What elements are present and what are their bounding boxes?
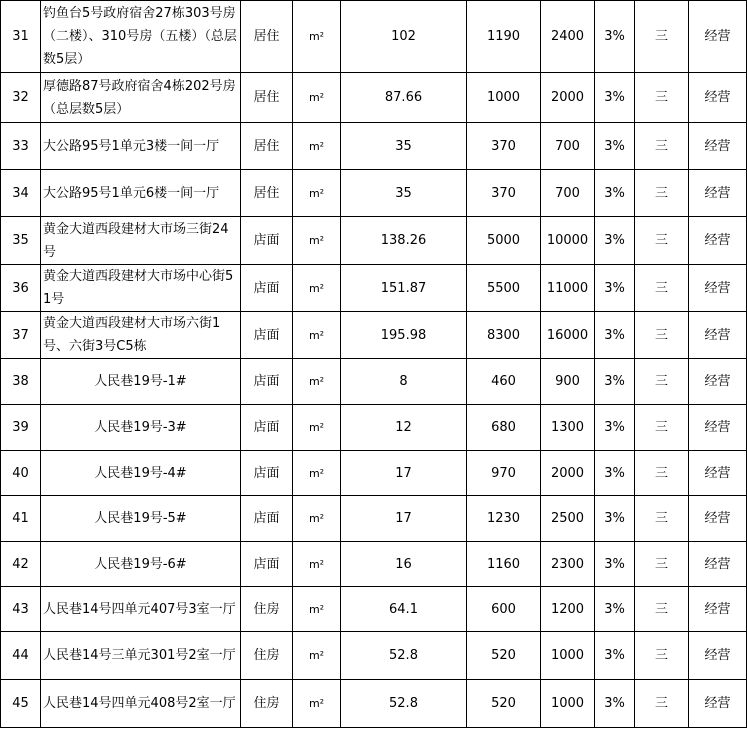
rent-price-low: 5000: [467, 217, 541, 265]
property-status: 经营: [689, 405, 747, 451]
table-row: [1, 632, 747, 680]
table-row: [1, 73, 747, 123]
property-grade: 三: [635, 405, 689, 451]
table-row: [1, 123, 747, 170]
property-address: 黄金大道西段建材大市场中心街51号: [41, 265, 241, 312]
increase-rate: 3%: [595, 312, 635, 359]
property-area: 35: [341, 170, 467, 217]
property-status: 经营: [689, 1, 747, 73]
property-grade: 三: [635, 265, 689, 312]
property-area: 151.87: [341, 265, 467, 312]
property-status: 经营: [689, 496, 747, 542]
row-number: 40: [1, 451, 41, 496]
property-area: 17: [341, 451, 467, 496]
rent-price-low: 520: [467, 680, 541, 728]
rent-price-high: 2000: [541, 73, 595, 123]
rent-price-low: 1000: [467, 73, 541, 123]
property-grade: 三: [635, 451, 689, 496]
property-address: 人民巷14号四单元408号2室一厅: [41, 680, 241, 728]
table-row: [1, 312, 747, 359]
rent-price-high: 11000: [541, 265, 595, 312]
area-unit: m²: [293, 542, 341, 587]
property-grade: 三: [635, 496, 689, 542]
property-status: 经营: [689, 217, 747, 265]
property-status: 经营: [689, 170, 747, 217]
increase-rate: 3%: [595, 170, 635, 217]
rent-price-low: 1190: [467, 1, 541, 73]
property-status: 经营: [689, 587, 747, 632]
property-status: 经营: [689, 265, 747, 312]
table-row: [1, 1, 747, 73]
rent-price-high: 1000: [541, 632, 595, 680]
area-unit: m²: [293, 1, 341, 73]
row-number: 33: [1, 123, 41, 170]
area-unit: m²: [293, 632, 341, 680]
property-area: 52.8: [341, 680, 467, 728]
area-unit: m²: [293, 170, 341, 217]
property-use: 店面: [241, 496, 293, 542]
property-status: 经营: [689, 680, 747, 728]
rent-price-low: 8300: [467, 312, 541, 359]
property-use: 住房: [241, 632, 293, 680]
rent-price-high: 2500: [541, 496, 595, 542]
rent-price-low: 680: [467, 405, 541, 451]
increase-rate: 3%: [595, 542, 635, 587]
row-number: 38: [1, 359, 41, 405]
area-unit: m²: [293, 496, 341, 542]
rent-price-high: 1300: [541, 405, 595, 451]
property-status: 经营: [689, 632, 747, 680]
area-unit: m²: [293, 265, 341, 312]
property-address: 钓鱼台5号政府宿舍27栋303号房（二楼）、310号房（五楼）（总层数5层）: [41, 1, 241, 73]
property-area: 16: [341, 542, 467, 587]
property-use: 居住: [241, 170, 293, 217]
table-row: [1, 405, 747, 451]
row-number: 39: [1, 405, 41, 451]
property-status: 经营: [689, 451, 747, 496]
property-address: 大公路95号1单元6楼一间一厅: [41, 170, 241, 217]
property-area: 17: [341, 496, 467, 542]
rent-price-low: 370: [467, 170, 541, 217]
rent-price-low: 600: [467, 587, 541, 632]
property-status: 经营: [689, 123, 747, 170]
property-address: 人民巷19号-1#: [41, 359, 241, 405]
property-use: 居住: [241, 123, 293, 170]
area-unit: m²: [293, 587, 341, 632]
property-address: 人民巷19号-6#: [41, 542, 241, 587]
rent-price-low: 1230: [467, 496, 541, 542]
table-row: [1, 217, 747, 265]
property-use: 居住: [241, 1, 293, 73]
table-row: [1, 542, 747, 587]
property-area: 35: [341, 123, 467, 170]
row-number: 35: [1, 217, 41, 265]
table-row: [1, 451, 747, 496]
property-address: 人民巷19号-5#: [41, 496, 241, 542]
property-grade: 三: [635, 680, 689, 728]
property-use: 住房: [241, 680, 293, 728]
property-area: 12: [341, 405, 467, 451]
row-number: 37: [1, 312, 41, 359]
increase-rate: 3%: [595, 217, 635, 265]
property-grade: 三: [635, 170, 689, 217]
property-use: 居住: [241, 73, 293, 123]
row-number: 41: [1, 496, 41, 542]
area-unit: m²: [293, 405, 341, 451]
property-use: 店面: [241, 217, 293, 265]
rent-price-high: 10000: [541, 217, 595, 265]
table-row: [1, 359, 747, 405]
increase-rate: 3%: [595, 496, 635, 542]
property-area: 8: [341, 359, 467, 405]
rent-price-high: 2400: [541, 1, 595, 73]
ledger-body: [1, 1, 747, 728]
rent-price-low: 460: [467, 359, 541, 405]
increase-rate: 3%: [595, 632, 635, 680]
increase-rate: 3%: [595, 680, 635, 728]
rent-price-high: 2000: [541, 451, 595, 496]
row-number: 31: [1, 1, 41, 73]
area-unit: m²: [293, 359, 341, 405]
property-address: 人民巷19号-4#: [41, 451, 241, 496]
rent-price-low: 520: [467, 632, 541, 680]
property-status: 经营: [689, 73, 747, 123]
property-grade: 三: [635, 359, 689, 405]
property-use: 店面: [241, 265, 293, 312]
property-use: 店面: [241, 312, 293, 359]
row-number: 42: [1, 542, 41, 587]
rent-price-low: 5500: [467, 265, 541, 312]
area-unit: m²: [293, 312, 341, 359]
property-status: 经营: [689, 312, 747, 359]
property-address: 人民巷19号-3#: [41, 405, 241, 451]
property-address: 大公路95号1单元3楼一间一厅: [41, 123, 241, 170]
property-grade: 三: [635, 587, 689, 632]
rent-price-high: 16000: [541, 312, 595, 359]
property-use: 店面: [241, 405, 293, 451]
property-area: 87.66: [341, 73, 467, 123]
increase-rate: 3%: [595, 587, 635, 632]
rent-price-high: 2300: [541, 542, 595, 587]
property-grade: 三: [635, 1, 689, 73]
property-area: 195.98: [341, 312, 467, 359]
area-unit: m²: [293, 73, 341, 123]
table-row: [1, 587, 747, 632]
property-address: 黄金大道西段建材大市场三街24号: [41, 217, 241, 265]
property-use: 店面: [241, 542, 293, 587]
property-area: 102: [341, 1, 467, 73]
property-address: 厚德路87号政府宿舍4栋202号房（总层数5层）: [41, 73, 241, 123]
property-grade: 三: [635, 542, 689, 587]
increase-rate: 3%: [595, 451, 635, 496]
row-number: 34: [1, 170, 41, 217]
increase-rate: 3%: [595, 73, 635, 123]
rent-price-high: 1200: [541, 587, 595, 632]
area-unit: m²: [293, 123, 341, 170]
increase-rate: 3%: [595, 265, 635, 312]
property-grade: 三: [635, 217, 689, 265]
table-row: [1, 496, 747, 542]
property-address: 人民巷14号三单元301号2室一厅: [41, 632, 241, 680]
area-unit: m²: [293, 217, 341, 265]
property-use: 店面: [241, 451, 293, 496]
row-number: 43: [1, 587, 41, 632]
property-grade: 三: [635, 73, 689, 123]
table-row: [1, 680, 747, 728]
row-number: 36: [1, 265, 41, 312]
property-grade: 三: [635, 632, 689, 680]
property-status: 经营: [689, 542, 747, 587]
rent-price-low: 370: [467, 123, 541, 170]
property-grade: 三: [635, 312, 689, 359]
row-number: 44: [1, 632, 41, 680]
property-address: 黄金大道西段建材大市场六街1号、六街3号C5栋: [41, 312, 241, 359]
increase-rate: 3%: [595, 405, 635, 451]
increase-rate: 3%: [595, 123, 635, 170]
row-number: 45: [1, 680, 41, 728]
rent-price-low: 1160: [467, 542, 541, 587]
property-use: 店面: [241, 359, 293, 405]
rent-price-low: 970: [467, 451, 541, 496]
property-address: 人民巷14号四单元407号3室一厅: [41, 587, 241, 632]
area-unit: m²: [293, 680, 341, 728]
rent-price-high: 700: [541, 170, 595, 217]
increase-rate: 3%: [595, 359, 635, 405]
area-unit: m²: [293, 451, 341, 496]
increase-rate: 3%: [595, 1, 635, 73]
rent-price-high: 700: [541, 123, 595, 170]
property-status: 经营: [689, 359, 747, 405]
property-area: 138.26: [341, 217, 467, 265]
property-area: 52.8: [341, 632, 467, 680]
rent-price-high: 900: [541, 359, 595, 405]
property-grade: 三: [635, 123, 689, 170]
property-use: 住房: [241, 587, 293, 632]
property-area: 64.1: [341, 587, 467, 632]
table-row: [1, 265, 747, 312]
rent-price-high: 1000: [541, 680, 595, 728]
row-number: 32: [1, 73, 41, 123]
table-row: [1, 170, 747, 217]
